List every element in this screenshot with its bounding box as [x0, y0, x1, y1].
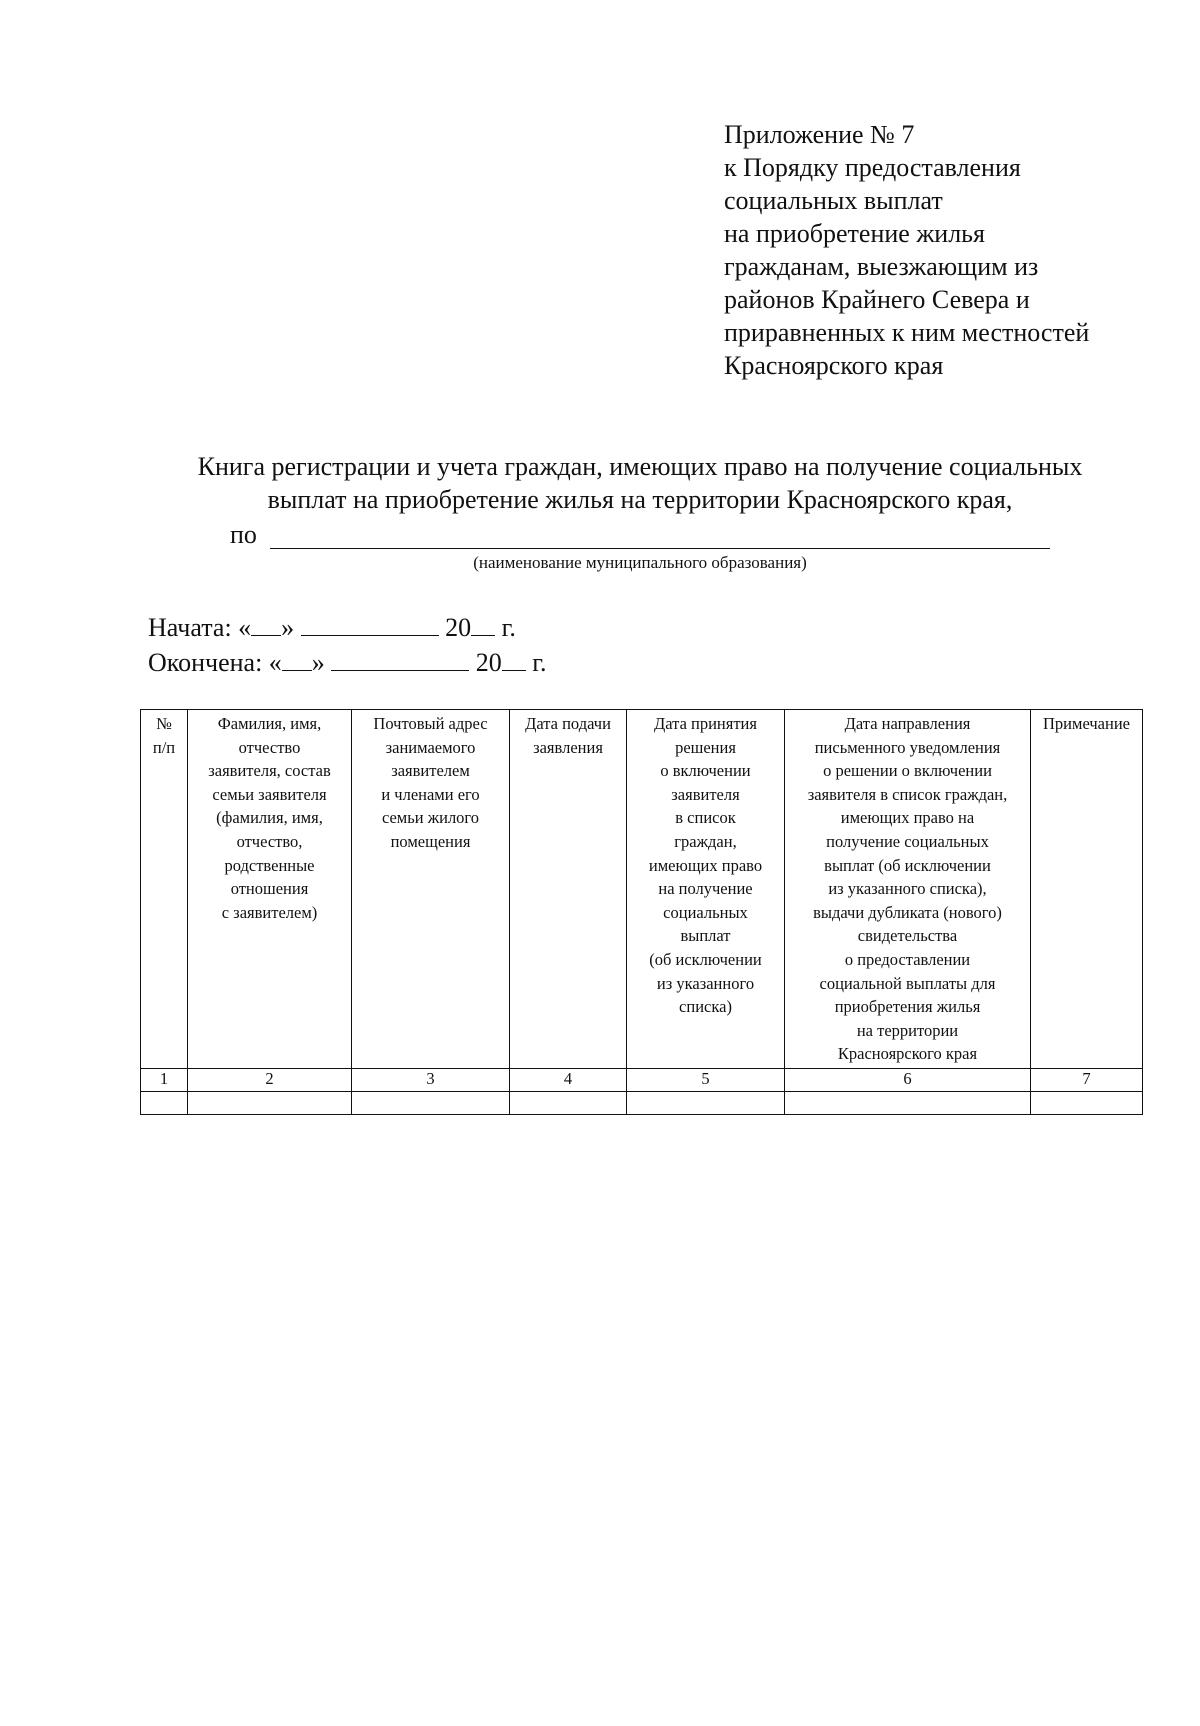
appendix-line: к Порядку предоставления [724, 153, 1021, 182]
column-number: 2 [188, 1068, 352, 1091]
month-blank [301, 609, 439, 636]
started-row [148, 609, 547, 644]
column-number: 4 [510, 1068, 627, 1091]
empty-cell [141, 1091, 188, 1114]
empty-cell [1031, 1091, 1143, 1114]
empty-row [141, 1091, 1143, 1114]
column-number: 6 [785, 1068, 1031, 1091]
month-blank [331, 644, 469, 671]
header-cell-address: Почтовый адрес занимаемого заявителем и членами его семьи жилого помещения [352, 710, 510, 1069]
year-blank [471, 609, 495, 636]
empty-cell [188, 1091, 352, 1114]
header-cell-application-date: Дата подачи заявления [510, 710, 627, 1069]
title-line-1: Книга регистрации и учета граждан, имеющих право на получение социальных [197, 452, 1083, 481]
empty-cell [352, 1091, 510, 1114]
title-line-2: выплат на приобретение жилья на территории Красноярского края, [267, 485, 1013, 514]
quote-close: » [281, 613, 295, 642]
ended-row [148, 644, 547, 679]
appendix-line: районов Крайнего Севера и [724, 285, 1030, 314]
header-cell-note: Примечание [1031, 710, 1143, 1069]
appendix-line: Красноярского края [724, 351, 944, 380]
registration-table [140, 709, 1143, 1115]
empty-cell [627, 1091, 785, 1114]
ended-label: Окончена: « [148, 648, 282, 677]
started-label: Начата: « [148, 613, 252, 642]
municipality-blank [270, 548, 1050, 549]
column-number: 3 [352, 1068, 510, 1091]
column-number: 1 [141, 1068, 188, 1091]
header-cell-number: № п/п [141, 710, 188, 1069]
appendix-line: социальных выплат [724, 186, 943, 215]
appendix-block [724, 118, 1164, 382]
empty-cell [785, 1091, 1031, 1114]
column-number: 5 [627, 1068, 785, 1091]
appendix-line: гражданам, выезжающим из [724, 252, 1039, 281]
appendix-line: Приложение № 7 [724, 120, 915, 149]
document-title [140, 450, 1140, 516]
year-prefix: 20 [445, 613, 472, 642]
municipality-line [230, 518, 1050, 551]
year-blank [502, 644, 526, 671]
header-row [141, 710, 1143, 1069]
appendix-line: на приобретение жилья [724, 219, 985, 248]
header-cell-applicant: Фамилия, имя, отчество заявителя, состав семьи заявителя (фамилия, имя, отчество, родственные отношения с заявителем) [188, 710, 352, 1069]
year-prefix: 20 [475, 648, 502, 677]
appendix-line: приравненных к ним местностей [724, 318, 1090, 347]
day-blank [251, 609, 281, 636]
quote-close: » [311, 648, 325, 677]
dates-block [148, 609, 547, 679]
po-word: по [230, 520, 257, 549]
empty-cell [510, 1091, 627, 1114]
day-blank [282, 644, 312, 671]
header-cell-decision-date: Дата принятия решения о включении заявителя в список граждан, имеющих право на получение социальных выплат (об исключении из указанного списка) [627, 710, 785, 1069]
municipality-caption: (наименование муниципального образования) [473, 553, 807, 572]
column-number-row [141, 1068, 1143, 1091]
column-number: 7 [1031, 1068, 1143, 1091]
year-suffix: г. [501, 613, 516, 642]
year-suffix: г. [532, 648, 547, 677]
header-cell-notification-date: Дата направления письменного уведомления о решении о включении заявителя в список граждан, имеющих право на получение социальных выплат (об исключении из указанного списка), выдачи дубликата (нового) свидетельства о предоставлении социальной выплаты для приобретения жилья на территории Красноярского края [785, 710, 1031, 1069]
